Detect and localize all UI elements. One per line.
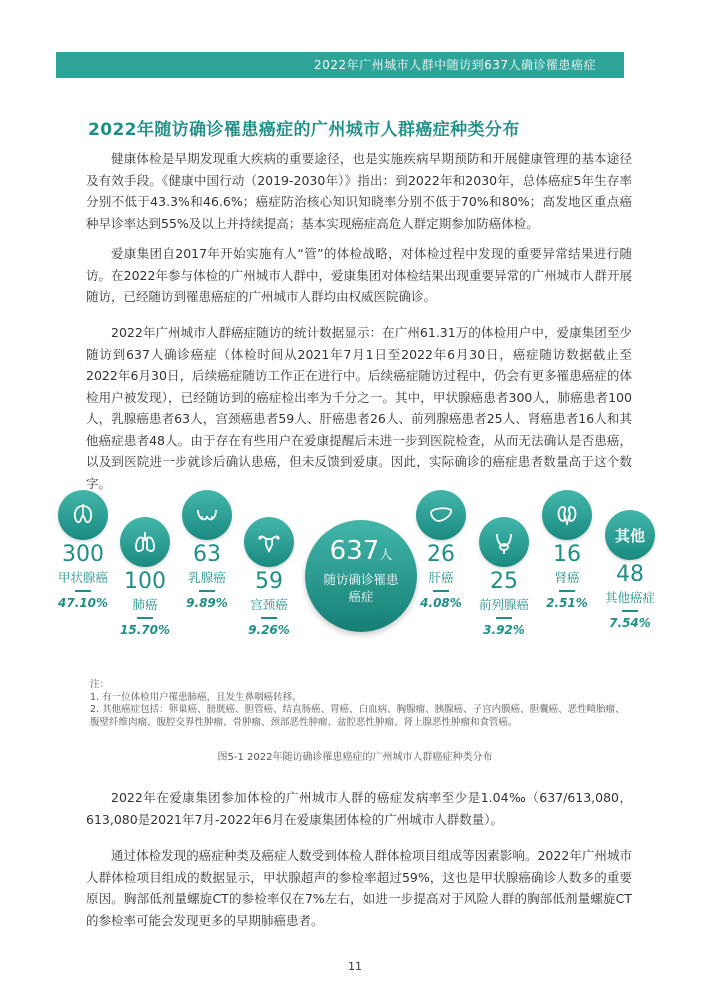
header-title: 2022年广州城市人群中随访到637人确诊罹患癌症 bbox=[314, 58, 596, 72]
page-number: 11 bbox=[348, 960, 362, 973]
divider bbox=[496, 617, 512, 619]
stat-label: 宫颈癌 bbox=[250, 597, 288, 612]
divider bbox=[137, 617, 153, 619]
stat-number: 59 bbox=[255, 569, 283, 594]
stat-label: 甲状腺癌 bbox=[57, 570, 108, 585]
stat-number: 100 bbox=[124, 569, 166, 594]
paragraph-screening-factors: 通过体检发现的癌症种类及癌症人数受到体检人群体检项目组成等因素影响。2022年广州城市人群体检项目组成的数据显示，甲状腺超声的参检率超过59%，这也是甲状腺癌确诊人数多的重要原因。胸部低剂量螺旋CT的参检率仅在7%左右，如进一步提高对于风险人群的胸部低剂量螺旋CT的参检率可能会发现更多的早期肺癌患者。 bbox=[86, 848, 632, 928]
stat-number: 16 bbox=[553, 542, 581, 567]
stat-label: 肝癌 bbox=[428, 570, 454, 585]
stat-label: 前列腺癌 bbox=[478, 597, 529, 612]
header-band bbox=[56, 52, 624, 78]
stat-number: 300 bbox=[62, 542, 104, 567]
stat-label: 其他癌症 bbox=[604, 590, 655, 605]
figure-caption: 图5-1 2022年随访确诊罹患癌症的广州城市人群癌症种类分布 bbox=[217, 752, 493, 763]
stat-percent: 3.92% bbox=[483, 623, 525, 637]
note-1: 1. 有一位体检用户罹患肺癌，且发生鼻咽癌转移。 bbox=[90, 691, 302, 703]
notes-title: 注： bbox=[90, 679, 110, 690]
stat-number: 63 bbox=[193, 542, 221, 567]
divider bbox=[433, 590, 449, 592]
uterus-icon bbox=[244, 517, 294, 567]
stat-cervical bbox=[220, 517, 318, 637]
stat-percent: 9.89% bbox=[186, 596, 228, 610]
stat-percent: 2.51% bbox=[546, 596, 588, 610]
paragraph-followup-strategy: 爱康集团自2017年开始实施有人“管”的体检战略，对体检过程中发现的重要异常结果进行随访。在2022年参与体检的广州城市人群中，爱康集团对体检结果出现重要异常的广州城市人群开展随访，已经随访到罹患癌症的广州城市人群均由权威医院确诊。 bbox=[86, 246, 632, 304]
divider bbox=[75, 590, 91, 592]
stat-percent: 47.10% bbox=[58, 596, 108, 610]
figure-notes bbox=[90, 679, 630, 729]
section-title: 2022年随访确诊罹患癌症的广州城市人群癌症种类分布 bbox=[88, 120, 520, 140]
stat-percent: 7.54% bbox=[609, 616, 651, 630]
stat-percent: 4.08% bbox=[420, 596, 462, 610]
paragraph-statistics: 2022年广州城市人群癌症随访的统计数据显示：在广州61.31万的体检用户中，爱康集团至少随访到637人确诊癌症（体检时间从2021年7月1日至2022年6月30日，癌症随访数据截止至2022年6月30日，后续癌症随访工作正在进行中。后续癌症随访过程中，仍会有更多罹患癌症的体检用户被发现），已经随访到的癌症检出率为千分之一。其中，甲状腺癌患者300人，肺癌患者100人，乳腺癌患者63人，宫颈癌患者59人、肝癌患者26人、前列腺癌患者25人、肾癌患者16人和其他癌症患者48人。由于存在有些用户在爱康提醒后未进一步到医院检查，从而无法确认是否患癌，以及到医院进一步就诊后确认患癌，但未反馈到爱康。因此，实际确诊的癌症患者数量高于这个数字。 bbox=[86, 325, 632, 491]
divider bbox=[199, 590, 215, 592]
total-cases-label: 随访确诊罹患癌症 bbox=[323, 572, 399, 604]
paragraph-intro: 健康体检是早期发现重大疾病的重要途径，也是实施疾病早期预防和开展健康管理的基本途径及有效手段。《健康中国行动（2019-2030年）》指出：到2022年和2030年，总体癌症5年生存率分别不低于43.3%和46.6%；癌症防治核心知识知晓率分别不低于70%和80%；高发地区重点癌种早诊率达到55%及以上并持续提高；基本实现癌症高危人群定期参加防癌体检。 bbox=[86, 151, 632, 231]
divider bbox=[261, 617, 277, 619]
total-cases-number: 637人 bbox=[329, 536, 393, 566]
stat-number: 48 bbox=[616, 562, 644, 587]
stat-percent: 9.26% bbox=[248, 623, 290, 637]
other-cancers-badge: 其他 bbox=[605, 510, 655, 560]
note-2: 2. 其他癌症包括：卵巢癌、膀胱癌、胆管癌、结直肠癌、胃癌、白血病、胸腺瘤、胰腺癌、子宫内膜癌、胆囊癌、恶性畸胎瘤、腹壁纤维肉瘤、腹腔交界性肿瘤、骨肿瘤、颈部恶性肿瘤、盆腔恶性肿瘤、肾上腺恶性肿瘤和食管癌。 bbox=[90, 704, 625, 728]
stat-other bbox=[581, 510, 679, 630]
stat-number: 26 bbox=[427, 542, 455, 567]
stat-number: 25 bbox=[490, 569, 518, 594]
stat-label: 乳腺癌 bbox=[188, 570, 226, 585]
stat-label: 肾癌 bbox=[554, 570, 580, 585]
divider bbox=[559, 590, 575, 592]
divider bbox=[622, 610, 638, 612]
stat-label: 肺癌 bbox=[132, 597, 158, 612]
paragraph-incidence: 2022年在爱康集团参加体检的广州城市人群的癌症发病率至少是1.04‰（637/613,080，613,080是2021年7月-2022年6月在爱康集团体检的广州城市人群数量）。 bbox=[86, 790, 632, 827]
stat-percent: 15.70% bbox=[120, 623, 170, 637]
